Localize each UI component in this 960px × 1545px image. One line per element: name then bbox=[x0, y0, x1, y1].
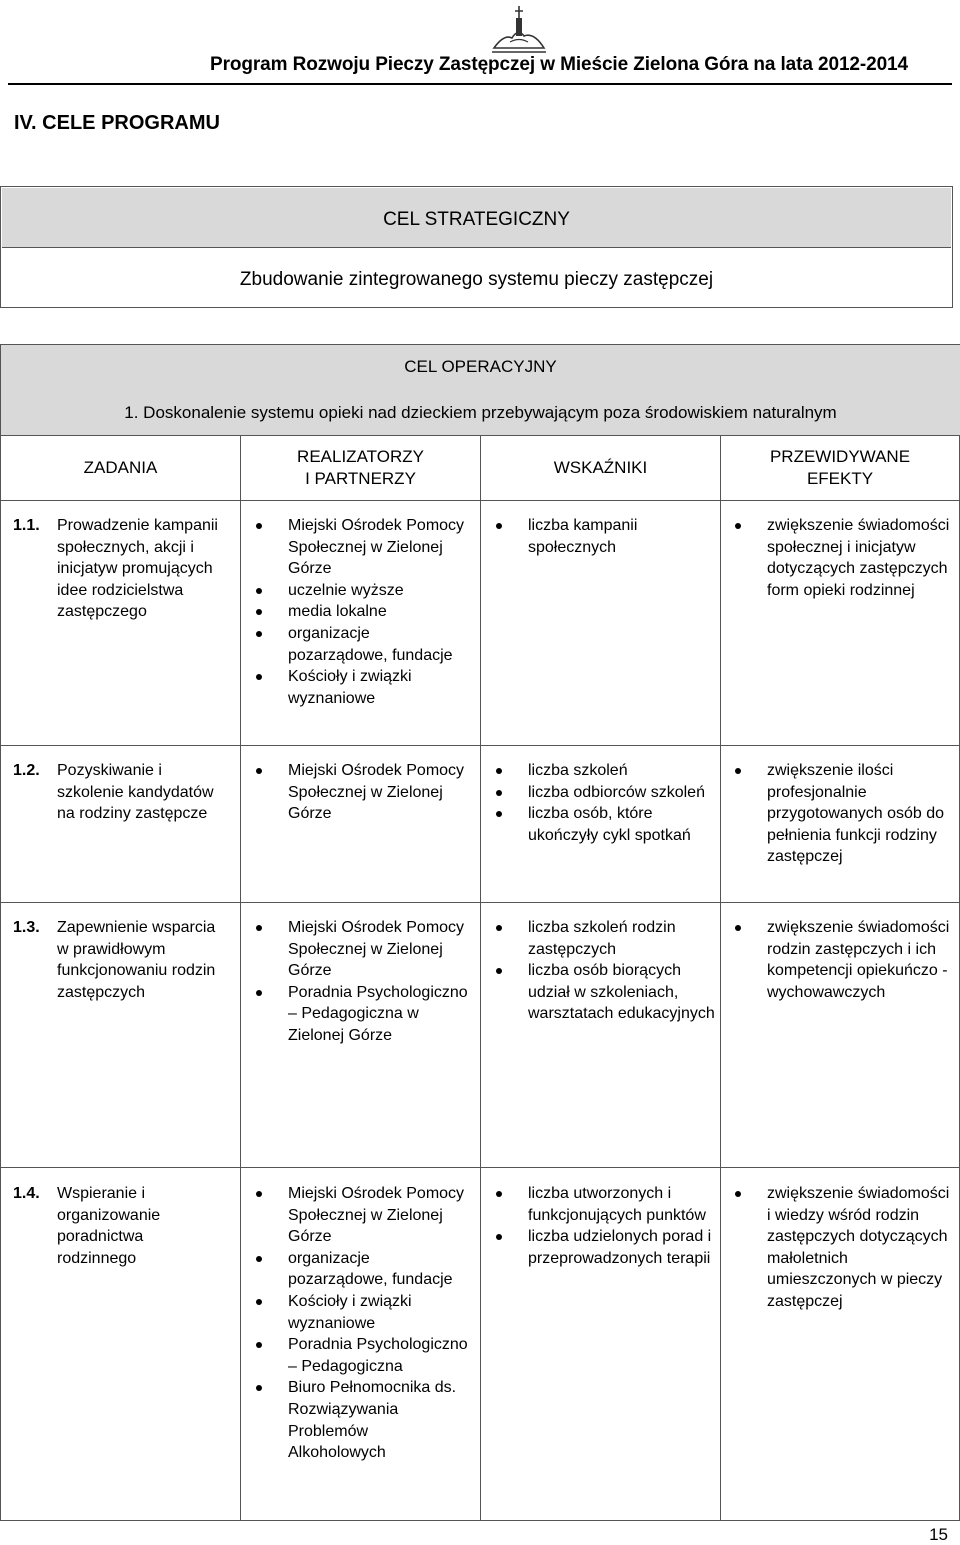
bullet-icon bbox=[735, 925, 741, 931]
list-item-text: liczba osób, które ukończyły cykl spotkań bbox=[528, 805, 691, 844]
list-item bbox=[288, 515, 468, 580]
list-item-text: Biuro Pełnomocnika ds. Rozwiązywania Problemów Alkoholowych bbox=[288, 1379, 457, 1462]
implementers-list bbox=[288, 1183, 468, 1464]
column-header-effects-label bbox=[770, 446, 910, 490]
effects-line1: PRZEWIDYWANE bbox=[769, 447, 911, 466]
task-description: Wspieranie i organizowanie poradnictwa rodzinnego bbox=[57, 1185, 161, 1267]
list-item-text: Poradnia Psychologiczno – Pedagogiczna bbox=[288, 1336, 468, 1375]
bullet-icon bbox=[256, 1299, 262, 1305]
list-item-text: Miejski Ośrodek Pomocy Społecznej w Zielonej Górze bbox=[288, 762, 465, 823]
list-item bbox=[288, 580, 468, 602]
list-item-text: liczba kampanii społecznych bbox=[528, 517, 638, 556]
bullet-icon bbox=[256, 588, 262, 594]
effects-list bbox=[767, 760, 957, 868]
list-item-text: zwiększenie ilości profesjonalnie przygotowanych osób do pełnienia funkcji rodziny zastępczej bbox=[767, 762, 944, 866]
task-number: 1.3. bbox=[13, 919, 40, 936]
list-item bbox=[767, 760, 957, 868]
bullet-icon bbox=[256, 631, 262, 637]
bullet-icon bbox=[735, 523, 741, 529]
list-item-text: Miejski Ośrodek Pomocy Społecznej w Zielonej Górze bbox=[288, 919, 465, 980]
section-title: IV. CELE PROGRAMU bbox=[14, 112, 220, 134]
effects-list bbox=[767, 917, 957, 1003]
bullet-icon bbox=[496, 523, 502, 529]
bullet-icon bbox=[496, 1234, 502, 1240]
list-item-text: Kościoły i związki wyznaniowe bbox=[288, 668, 412, 707]
implementers-list bbox=[288, 515, 468, 709]
list-item-text: liczba odbiorców szkoleń bbox=[528, 783, 705, 801]
indicators-list bbox=[528, 1183, 718, 1269]
column-header-implementers bbox=[240, 435, 481, 501]
bullet-icon bbox=[256, 609, 262, 615]
column-header-tasks-label: ZADANIA bbox=[83, 458, 158, 477]
list-item-text: zwiększenie świadomości i wiedzy wśród rodzin zastępczych dotyczących małoletnich umieszczonych w pieczy zastępczej bbox=[767, 1185, 950, 1310]
bullet-icon bbox=[735, 1191, 741, 1197]
row-separator bbox=[0, 1167, 960, 1168]
list-item bbox=[528, 782, 718, 804]
task-number: 1.2. bbox=[13, 762, 40, 779]
list-item bbox=[528, 1226, 718, 1269]
implementers-line2: I PARTNERZY bbox=[305, 469, 416, 488]
bullet-icon bbox=[256, 1256, 262, 1262]
bullet-icon bbox=[256, 1191, 262, 1197]
list-item-text: Kościoły i związki wyznaniowe bbox=[288, 1292, 412, 1332]
list-item-text: Miejski Ośrodek Pomocy Społecznej w Zielonej Górze bbox=[288, 517, 465, 578]
strategic-goal-text: Zbudowanie zintegrowanego systemu pieczy zastępczej bbox=[239, 269, 714, 290]
column-header-indicators-label: WSKAŹNIKI bbox=[553, 458, 648, 477]
list-item bbox=[288, 982, 468, 1047]
bullet-icon bbox=[256, 1342, 262, 1348]
list-item bbox=[288, 760, 468, 825]
list-item-text: Miejski Ośrodek Pomocy Społecznej w Zielonej Górze bbox=[288, 1185, 465, 1246]
list-item-text: liczba utworzonych i funkcjonujących punktów bbox=[528, 1185, 706, 1224]
list-item-text: liczba osób biorących udział w szkoleniach, warsztatach edukacyjnych bbox=[528, 962, 715, 1023]
bullet-icon bbox=[256, 674, 262, 680]
table-divider-3 bbox=[720, 501, 721, 1520]
column-header-effects bbox=[720, 435, 960, 501]
list-item bbox=[288, 1334, 468, 1377]
strategic-goal-label: CEL STRATEGICZNY bbox=[383, 209, 570, 230]
effects-line2: EFEKTY bbox=[806, 469, 874, 488]
list-item-text: liczba szkoleń rodzin zastępczych bbox=[528, 919, 676, 958]
bullet-icon bbox=[496, 790, 502, 796]
strategic-goal-box bbox=[0, 186, 953, 308]
list-item bbox=[288, 666, 468, 709]
list-item bbox=[288, 1291, 468, 1334]
table-border-left bbox=[0, 501, 1, 1520]
bullet-icon bbox=[256, 925, 262, 931]
task-number: 1.1. bbox=[13, 517, 40, 534]
bullet-icon bbox=[256, 523, 262, 529]
list-item bbox=[528, 960, 718, 1025]
list-item bbox=[767, 515, 957, 601]
list-item-text: liczba udzielonych porad i przeprowadzonych terapii bbox=[528, 1228, 712, 1267]
bullet-icon bbox=[496, 968, 502, 974]
list-item bbox=[288, 601, 468, 623]
list-item bbox=[528, 803, 718, 846]
list-item bbox=[288, 1377, 468, 1463]
column-header-indicators bbox=[480, 435, 721, 501]
list-item bbox=[288, 623, 468, 666]
effects-list bbox=[767, 515, 957, 601]
column-header-implementers-label bbox=[297, 446, 424, 490]
effects-list bbox=[767, 1183, 957, 1313]
column-header-tasks bbox=[0, 435, 241, 501]
operational-goal-box bbox=[0, 344, 960, 436]
list-item-text: liczba szkoleń bbox=[528, 762, 628, 779]
indicators-list bbox=[528, 515, 718, 558]
indicators-list bbox=[528, 917, 718, 1025]
implementers-line1: REALIZATORZY bbox=[297, 447, 424, 466]
page-number: 15 bbox=[929, 1525, 948, 1544]
table-border-bottom bbox=[0, 1520, 960, 1521]
list-item-text: zwiększenie świadomości rodzin zastępczych i ich kompetencji opiekuńczo - wychowawczych bbox=[767, 919, 950, 1001]
list-item bbox=[528, 760, 718, 782]
list-item bbox=[288, 917, 468, 982]
list-item bbox=[528, 917, 718, 960]
list-item bbox=[767, 1183, 957, 1313]
bullet-icon bbox=[256, 1385, 262, 1391]
city-crest-logo bbox=[490, 4, 548, 56]
program-header-title: Program Rozwoju Pieczy Zastępczej w Mieście Zielona Góra na lata 2012-2014 bbox=[210, 54, 908, 75]
list-item bbox=[288, 1183, 468, 1248]
row-separator bbox=[0, 902, 960, 903]
task-description: Zapewnienie wsparcia w prawidłowym funkcjonowaniu rodzin zastępczych bbox=[57, 919, 216, 1001]
list-item-text: organizacje pozarządowe, fundacje bbox=[288, 1249, 453, 1289]
operational-goal-text: 1. Doskonalenie systemu opieki nad dzieckiem przebywającym poza środowiskiem naturalnym bbox=[124, 403, 837, 422]
operational-goal-label: CEL OPERACYJNY bbox=[404, 357, 557, 376]
bullet-icon bbox=[496, 811, 502, 817]
bullet-icon bbox=[256, 990, 262, 996]
header-rule bbox=[8, 83, 952, 85]
task-number: 1.4. bbox=[13, 1185, 40, 1202]
list-item bbox=[288, 1248, 468, 1291]
table-divider-1 bbox=[240, 501, 241, 1520]
bullet-icon bbox=[496, 925, 502, 931]
table-divider-2 bbox=[480, 501, 481, 1520]
list-item-text: Poradnia Psychologiczno – Pedagogiczna w Zielonej Górze bbox=[288, 983, 468, 1044]
list-item bbox=[528, 1183, 718, 1226]
bullet-icon bbox=[496, 1191, 502, 1197]
row-separator bbox=[0, 745, 960, 746]
list-item-text: uczelnie wyższe bbox=[288, 581, 404, 599]
list-item-text: organizacje pozarządowe, fundacje bbox=[288, 624, 453, 664]
indicators-list bbox=[528, 760, 718, 846]
implementers-list bbox=[288, 917, 468, 1047]
bullet-icon bbox=[496, 768, 502, 774]
list-item bbox=[767, 917, 957, 1003]
list-item-text: zwiększenie świadomości społecznej i inicjatyw dotyczących zastępczych form opieki rodzinnej bbox=[767, 517, 950, 599]
bullet-icon bbox=[256, 768, 262, 774]
task-description: Pozyskiwanie i szkolenie kandydatów na rodziny zastępcze bbox=[57, 762, 214, 823]
task-description: Prowadzenie kampanii społecznych, akcji i inicjatyw promujących idee rodzicielstwa zastępczego bbox=[57, 517, 218, 621]
bullet-icon bbox=[735, 768, 741, 774]
list-item-text: media lokalne bbox=[288, 603, 387, 621]
list-item bbox=[528, 515, 718, 558]
implementers-list bbox=[288, 760, 468, 825]
